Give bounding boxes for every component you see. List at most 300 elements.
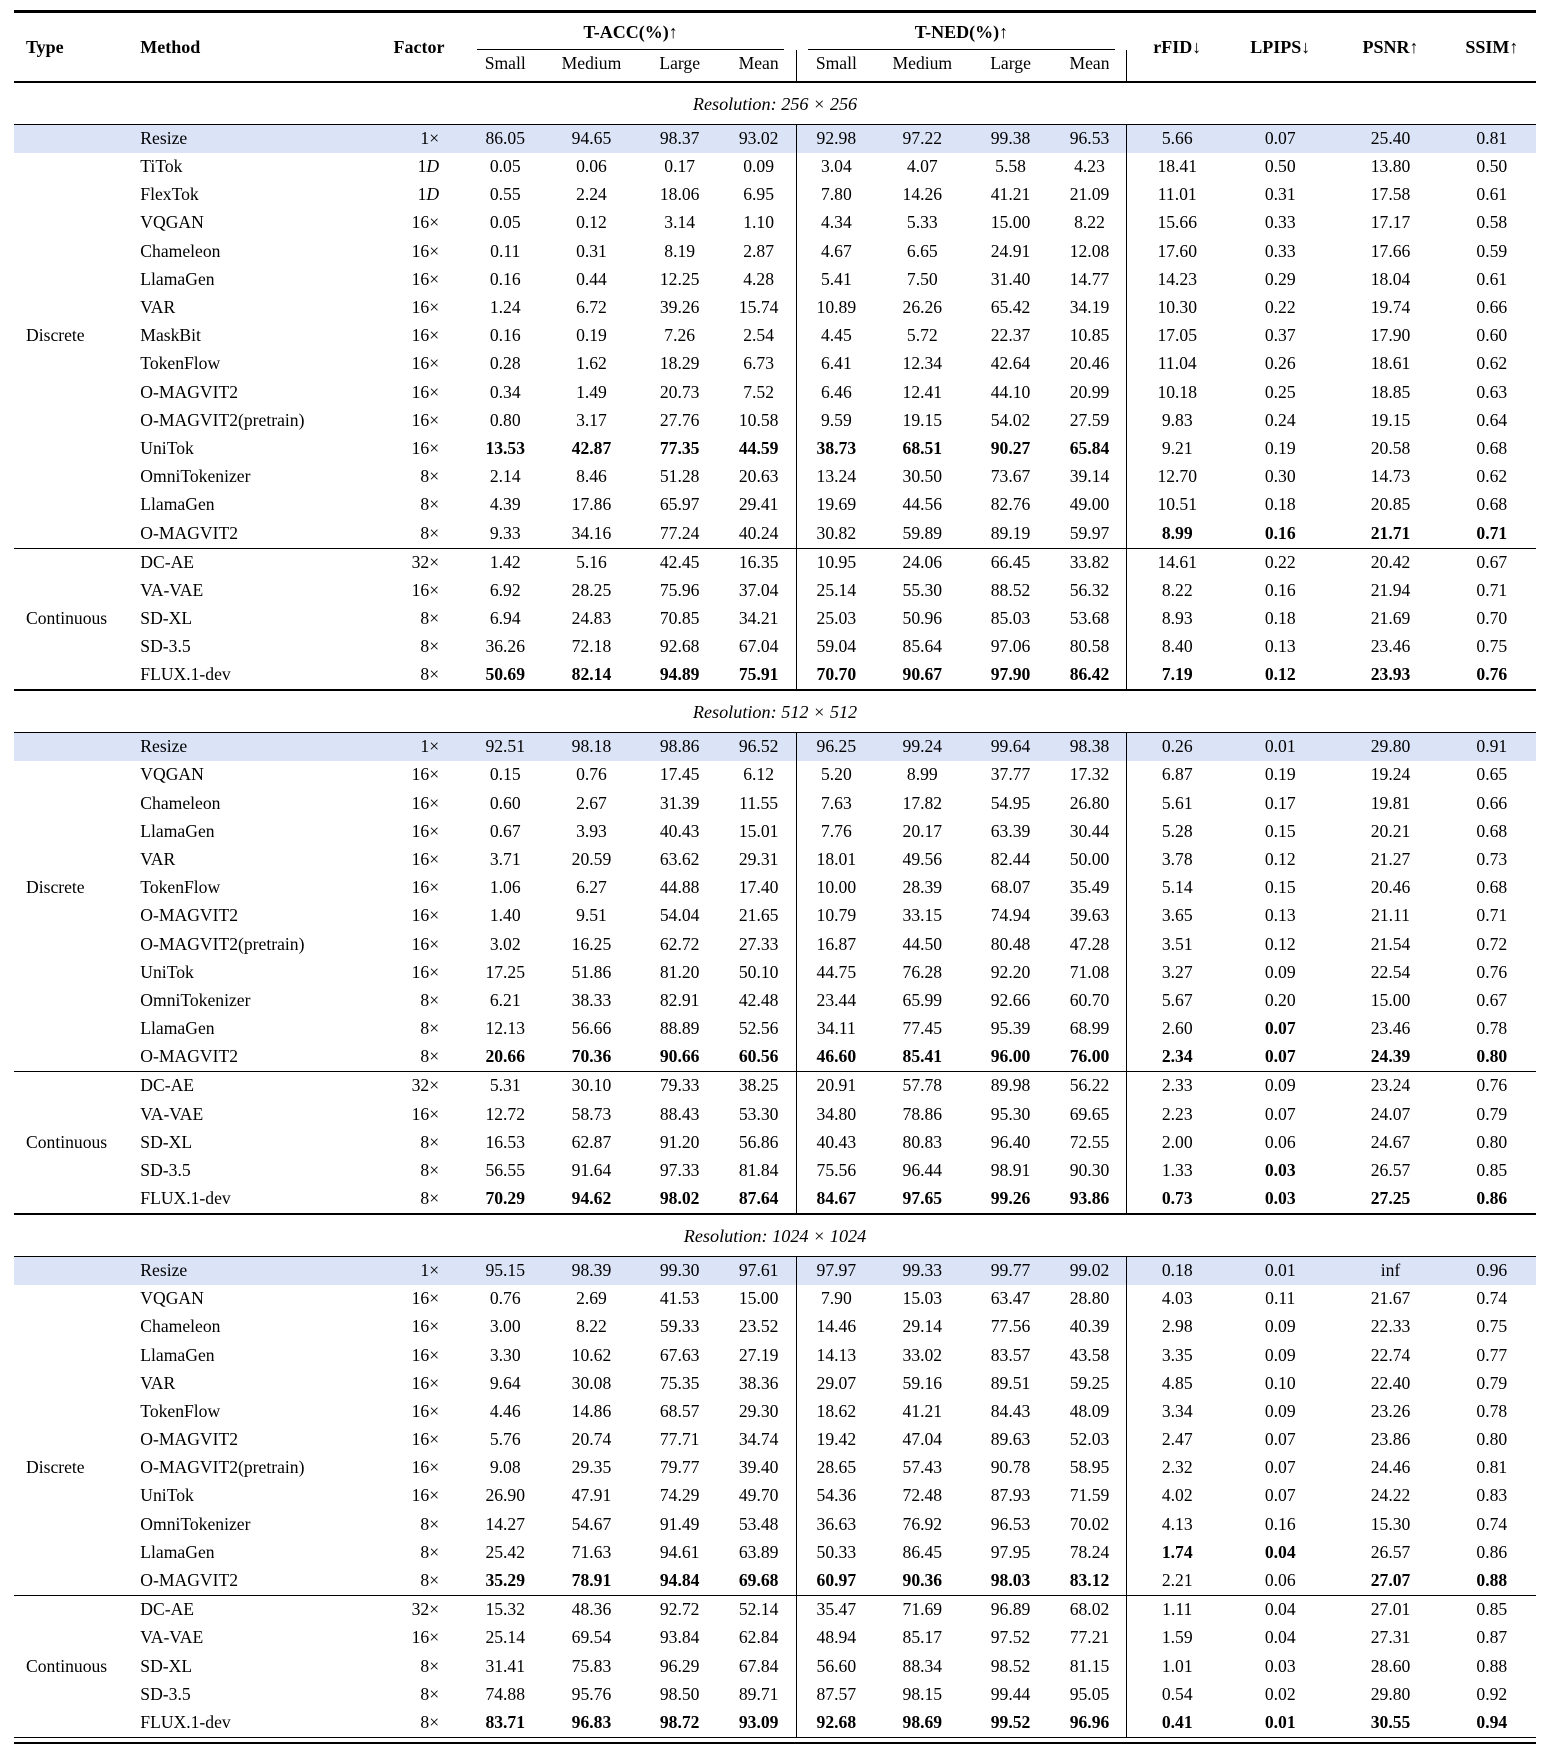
- value-cell: 12.70: [1127, 463, 1227, 491]
- value-cell: 0.74: [1476, 1513, 1508, 1534]
- method-cell: FLUX.1-dev: [140, 1711, 231, 1732]
- value-cell: 27.01: [1333, 1596, 1447, 1625]
- value-cell: 31.39: [659, 792, 700, 813]
- value-cell: 68.02: [1053, 1596, 1127, 1625]
- value-cell: 98.18: [545, 733, 637, 762]
- table-row: [14, 789, 1536, 817]
- value-cell: 59.89: [902, 522, 943, 543]
- value-cell: 15.00: [1370, 989, 1411, 1010]
- type-cell: [14, 733, 132, 762]
- value-cell: 20.59: [571, 848, 612, 869]
- value-cell: 1.11: [1127, 1596, 1227, 1625]
- value-cell: 0.85: [1476, 1160, 1508, 1180]
- value-cell: 85.17: [902, 1627, 943, 1648]
- value-cell: 69.68: [738, 1570, 779, 1590]
- type-cell: [14, 1015, 132, 1043]
- value-cell: 9.64: [489, 1372, 521, 1393]
- table-row: [14, 1185, 1536, 1214]
- factor-cell: 16×: [411, 1400, 440, 1421]
- table-row: [14, 930, 1536, 958]
- value-cell: 4.02: [1127, 1482, 1227, 1510]
- subcol-tned-medium: Medium: [892, 53, 953, 74]
- value-cell: 17.58: [1370, 184, 1411, 205]
- value-cell: 99.44: [990, 1683, 1031, 1704]
- value-cell: 1.33: [1127, 1157, 1227, 1185]
- value-cell: 94.61: [659, 1541, 700, 1562]
- value-cell: 76.92: [902, 1513, 943, 1534]
- value-cell: 40.43: [659, 820, 700, 841]
- subcol-tacc-small: Small: [484, 53, 526, 74]
- table-row: [14, 761, 1536, 789]
- value-cell: 0.28: [489, 353, 521, 374]
- value-cell: 93.02: [722, 124, 796, 153]
- table-row: [14, 1510, 1536, 1538]
- value-cell: 55.30: [902, 579, 943, 600]
- value-cell: 0.03: [1264, 1188, 1296, 1209]
- method-cell: VQGAN: [140, 764, 204, 785]
- value-cell: 0.75: [1476, 1316, 1508, 1337]
- value-cell: 20.99: [1069, 381, 1110, 402]
- type-cell: [14, 1185, 132, 1214]
- value-cell: 60.70: [1069, 989, 1110, 1010]
- value-cell: 10.95: [796, 548, 876, 577]
- value-cell: 8.99: [1127, 519, 1227, 548]
- value-cell: 40.39: [1069, 1316, 1110, 1337]
- value-cell: 27.31: [1370, 1627, 1411, 1648]
- method-cell: MaskBit: [140, 325, 201, 346]
- value-cell: 85.41: [902, 1046, 943, 1067]
- value-cell: 0.86: [1476, 1188, 1508, 1209]
- table-row: [14, 124, 1536, 153]
- value-cell: 35.49: [1069, 877, 1110, 898]
- value-cell: 78.91: [571, 1570, 612, 1590]
- factor-cell: 16×: [411, 820, 440, 841]
- value-cell: 0.85: [1448, 1596, 1536, 1625]
- value-cell: 44.88: [659, 877, 700, 898]
- value-cell: 92.68: [796, 1709, 876, 1737]
- value-cell: 29.31: [738, 848, 779, 869]
- method-cell: FLUX.1-dev: [140, 664, 231, 685]
- value-cell: 38.36: [738, 1372, 779, 1393]
- value-cell: 12.08: [1069, 240, 1110, 261]
- value-cell: 29.80: [1333, 733, 1447, 762]
- value-cell: 0.22: [1227, 548, 1333, 577]
- value-cell: 54.36: [796, 1482, 876, 1510]
- subcol-tacc-medium: Medium: [561, 53, 622, 74]
- value-cell: 42.87: [571, 437, 612, 458]
- value-cell: 27.76: [659, 409, 700, 430]
- value-cell: 92.98: [796, 124, 876, 153]
- value-cell: 34.11: [796, 1015, 876, 1043]
- value-cell: 68.07: [990, 877, 1031, 898]
- col-header-method: Method: [140, 36, 201, 57]
- value-cell: 0.15: [1264, 877, 1296, 898]
- value-cell: 7.19: [1127, 661, 1227, 690]
- value-cell: 44.59: [738, 437, 779, 458]
- value-cell: 77.71: [659, 1429, 700, 1450]
- value-cell: 0.88: [1476, 1570, 1508, 1590]
- value-cell: 15.00: [990, 212, 1031, 233]
- value-cell: 0.65: [1476, 764, 1508, 785]
- value-cell: 22.54: [1370, 961, 1411, 982]
- value-cell: 68.51: [902, 437, 943, 458]
- value-cell: 0.07: [1227, 124, 1333, 153]
- value-cell: 0.58: [1476, 212, 1508, 233]
- value-cell: 48.36: [545, 1596, 637, 1625]
- value-cell: 34.19: [1069, 297, 1110, 317]
- value-cell: 25.42: [485, 1541, 526, 1562]
- factor-cell: 16×: [411, 353, 440, 374]
- method-cell: UniTok: [140, 961, 194, 982]
- value-cell: 0.79: [1476, 1372, 1508, 1393]
- value-cell: 17.90: [1370, 325, 1411, 346]
- value-cell: 25.03: [796, 605, 876, 633]
- value-cell: 70.02: [1069, 1513, 1110, 1534]
- type-cell: [14, 1370, 132, 1398]
- value-cell: 6.27: [576, 877, 607, 898]
- value-cell: 89.71: [738, 1683, 779, 1704]
- type-cell: [14, 1256, 132, 1285]
- table-body: [14, 82, 1536, 1737]
- table-row: [14, 1341, 1536, 1369]
- table-row: [14, 1015, 1536, 1043]
- value-cell: 5.72: [906, 325, 938, 346]
- value-cell: 0.66: [1476, 297, 1508, 317]
- value-cell: 14.23: [1127, 266, 1227, 294]
- value-cell: 8.40: [1127, 633, 1227, 661]
- value-cell: 20.46: [1370, 877, 1411, 898]
- value-cell: 56.22: [1053, 1072, 1127, 1101]
- value-cell: 8.99: [906, 764, 938, 785]
- table-row: [14, 1285, 1536, 1313]
- value-cell: 0.22: [1264, 297, 1296, 317]
- value-cell: 0.07: [1264, 1018, 1296, 1039]
- col-group-tacc: [465, 13, 796, 50]
- value-cell: 26.57: [1370, 1541, 1411, 1562]
- table-row: [14, 1681, 1536, 1709]
- method-cell: OmniTokenizer: [140, 1513, 251, 1534]
- value-cell: 3.93: [576, 820, 607, 841]
- value-cell: 41.53: [659, 1288, 700, 1309]
- value-cell: 96.44: [902, 1160, 943, 1180]
- value-cell: 5.31: [465, 1072, 545, 1101]
- value-cell: 13.53: [485, 437, 526, 458]
- value-cell: 17.45: [659, 764, 700, 785]
- factor-cell: 16×: [411, 961, 440, 982]
- value-cell: 0.80: [1476, 1131, 1508, 1152]
- value-cell: 53.68: [1069, 608, 1110, 629]
- resolution-heading: Resolution: 512 × 512: [14, 690, 1536, 732]
- value-cell: 9.59: [796, 407, 876, 435]
- factor-cell: 8×: [420, 1160, 440, 1180]
- value-cell: 15.32: [465, 1596, 545, 1625]
- value-cell: 24.83: [571, 608, 612, 629]
- method-cell: Resize: [132, 1256, 373, 1285]
- value-cell: 21.67: [1370, 1288, 1411, 1309]
- table-row: [14, 1652, 1536, 1680]
- value-cell: 29.35: [571, 1457, 612, 1478]
- factor-cell: 8×: [420, 608, 440, 629]
- value-cell: 16.35: [722, 548, 796, 577]
- value-cell: 16.53: [485, 1131, 526, 1152]
- value-cell: 0.12: [1264, 848, 1296, 869]
- value-cell: 27.19: [738, 1344, 779, 1365]
- value-cell: 44.56: [902, 494, 943, 515]
- value-cell: 0.78: [1476, 1018, 1508, 1039]
- factor-cell: 16×: [411, 1627, 440, 1648]
- subcol-tned-small: Small: [796, 50, 876, 82]
- value-cell: 77.24: [659, 522, 700, 543]
- value-cell: 76.28: [902, 961, 943, 982]
- type-cell: [14, 463, 132, 491]
- value-cell: 0.87: [1476, 1627, 1508, 1648]
- value-cell: 94.62: [571, 1188, 612, 1209]
- method-cell: O-MAGVIT2: [140, 1570, 239, 1590]
- value-cell: 87.57: [796, 1681, 876, 1709]
- table-row: [14, 633, 1536, 661]
- factor-cell: 8×: [420, 466, 440, 487]
- factor-cell: 16×: [411, 268, 440, 289]
- value-cell: 3.65: [1127, 902, 1227, 930]
- value-cell: 80.48: [990, 933, 1031, 954]
- value-cell: 88.52: [990, 579, 1031, 600]
- value-cell: 0.10: [1264, 1372, 1296, 1393]
- value-cell: 0.92: [1476, 1683, 1508, 1704]
- value-cell: 20.66: [485, 1046, 526, 1067]
- value-cell: 2.69: [576, 1288, 607, 1309]
- value-cell: 85.64: [902, 636, 943, 657]
- value-cell: 0.76: [489, 1288, 521, 1309]
- resolution-heading-row: [14, 690, 1536, 732]
- value-cell: 83.57: [990, 1344, 1031, 1365]
- type-cell: [14, 1510, 132, 1538]
- value-cell: 33.15: [902, 905, 943, 926]
- value-cell: 56.86: [738, 1131, 779, 1152]
- factor-cell: 16×: [411, 1485, 440, 1506]
- value-cell: 0.01: [1264, 1711, 1296, 1732]
- value-cell: 98.52: [990, 1655, 1031, 1676]
- table-row: [14, 1313, 1536, 1341]
- type-cell: [14, 294, 132, 322]
- value-cell: 60.56: [738, 1046, 779, 1067]
- value-cell: 83.71: [485, 1711, 526, 1732]
- method-cell: SD-3.5: [140, 636, 191, 657]
- value-cell: 0.11: [1265, 1288, 1296, 1309]
- value-cell: 5.58: [995, 156, 1026, 177]
- table-row: [14, 1454, 1536, 1482]
- type-cell: [14, 1624, 132, 1652]
- value-cell: 10.30: [1127, 294, 1227, 322]
- value-cell: 0.33: [1264, 240, 1296, 261]
- method-cell: VA-VAE: [140, 1627, 204, 1648]
- value-cell: 79.33: [638, 1072, 722, 1101]
- value-cell: 88.89: [659, 1018, 700, 1039]
- value-cell: 15.01: [738, 820, 779, 841]
- value-cell: 22.33: [1370, 1316, 1411, 1337]
- method-cell: O-MAGVIT2(pretrain): [140, 409, 305, 430]
- value-cell: 0.16: [489, 325, 521, 346]
- value-cell: 90.36: [902, 1570, 943, 1590]
- value-cell: 1.40: [489, 905, 521, 926]
- value-cell: 8.19: [664, 240, 696, 261]
- value-cell: 23.26: [1370, 1400, 1411, 1421]
- value-cell: 98.03: [990, 1570, 1031, 1590]
- value-cell: 4.13: [1127, 1510, 1227, 1538]
- value-cell: 85.03: [990, 608, 1031, 629]
- type-cell: [14, 761, 132, 789]
- value-cell: 94.84: [659, 1570, 700, 1590]
- method-cell: VA-VAE: [140, 1103, 204, 1124]
- value-cell: 74.94: [990, 905, 1031, 926]
- value-cell: 69.54: [571, 1627, 612, 1648]
- value-cell: 15.03: [902, 1288, 943, 1309]
- type-cell: [14, 1482, 132, 1510]
- value-cell: 3.14: [664, 212, 696, 233]
- value-cell: 30.50: [902, 466, 943, 487]
- value-cell: 6.87: [1127, 761, 1227, 789]
- value-cell: 0.79: [1476, 1103, 1508, 1124]
- method-cell: LlamaGen: [140, 268, 215, 289]
- value-cell: 52.14: [722, 1596, 796, 1625]
- value-cell: 58.95: [1069, 1457, 1110, 1478]
- value-cell: 69.65: [1069, 1103, 1110, 1124]
- value-cell: 18.62: [796, 1398, 876, 1426]
- value-cell: 90.78: [990, 1457, 1031, 1478]
- value-cell: 56.66: [571, 1018, 612, 1039]
- value-cell: 39.63: [1069, 905, 1110, 926]
- value-cell: 70.36: [571, 1046, 612, 1067]
- factor-cell: 8×: [420, 1570, 440, 1590]
- value-cell: 95.30: [990, 1103, 1031, 1124]
- method-cell: VAR: [140, 1372, 176, 1393]
- value-cell: 90.66: [659, 1046, 700, 1067]
- table-row: [14, 1624, 1536, 1652]
- value-cell: 72.55: [1069, 1131, 1110, 1152]
- col-header-rfid: rFID↓: [1153, 36, 1202, 57]
- value-cell: 6.72: [576, 297, 607, 317]
- value-cell: 67.84: [738, 1655, 779, 1676]
- header-group-row: [14, 13, 1536, 50]
- value-cell: 50.69: [485, 664, 526, 685]
- value-cell: 0.62: [1476, 353, 1508, 374]
- method-cell: TiTok: [140, 156, 183, 177]
- value-cell: 39.14: [1069, 466, 1110, 487]
- bottom-rule: [14, 1742, 1536, 1744]
- value-cell: 5.16: [545, 548, 637, 577]
- value-cell: 3.35: [1127, 1341, 1227, 1369]
- value-cell: 2.47: [1127, 1426, 1227, 1454]
- value-cell: 0.34: [489, 381, 521, 402]
- value-cell: 91.20: [659, 1131, 700, 1152]
- value-cell: 6.41: [796, 350, 876, 378]
- value-cell: 71.59: [1069, 1485, 1110, 1506]
- factor-cell: 16×: [411, 437, 440, 458]
- value-cell: 99.52: [990, 1711, 1031, 1732]
- method-cell: O-MAGVIT2: [140, 1046, 239, 1067]
- factor-cell: 16×: [411, 1103, 440, 1124]
- method-cell: VQGAN: [140, 1288, 204, 1309]
- value-cell: 30.44: [1069, 820, 1110, 841]
- value-cell: 0.12: [576, 212, 607, 233]
- value-cell: 0.74: [1476, 1288, 1508, 1309]
- value-cell: 27.07: [1370, 1570, 1411, 1590]
- value-cell: inf: [1333, 1256, 1447, 1285]
- resolution-heading-row: [14, 82, 1536, 124]
- value-cell: 6.73: [743, 353, 775, 374]
- value-cell: 47.28: [1069, 933, 1110, 954]
- value-cell: 62.84: [738, 1627, 779, 1648]
- value-cell: 82.76: [990, 494, 1031, 515]
- value-cell: 3.00: [489, 1316, 521, 1337]
- type-cell: Discrete: [26, 877, 85, 898]
- method-cell: FLUX.1-dev: [140, 1188, 231, 1209]
- value-cell: 75.56: [796, 1157, 876, 1185]
- method-cell: SD-3.5: [140, 1160, 191, 1180]
- method-cell: SD-XL: [140, 608, 193, 629]
- value-cell: 37.77: [990, 764, 1031, 785]
- value-cell: 7.76: [796, 818, 876, 846]
- value-cell: 91.64: [571, 1160, 612, 1180]
- value-cell: 50.33: [796, 1539, 876, 1567]
- table-row: [14, 237, 1536, 265]
- value-cell: 3.78: [1127, 846, 1227, 874]
- factor-cell: 16×: [411, 409, 440, 430]
- value-cell: 21.94: [1370, 579, 1411, 600]
- value-cell: 10.62: [571, 1344, 612, 1365]
- value-cell: 75.83: [571, 1655, 612, 1676]
- value-cell: 51.28: [659, 466, 700, 487]
- value-cell: 0.19: [576, 325, 607, 346]
- value-cell: 90.30: [1069, 1160, 1110, 1180]
- value-cell: 95.05: [1069, 1683, 1110, 1704]
- value-cell: 0.05: [489, 212, 521, 233]
- value-cell: 0.07: [1264, 1429, 1296, 1450]
- table-row: [14, 1539, 1536, 1567]
- value-cell: 0.02: [1264, 1683, 1296, 1704]
- value-cell: 8.22: [1074, 212, 1105, 233]
- type-cell: Discrete: [26, 325, 85, 346]
- value-cell: 99.77: [968, 1256, 1052, 1285]
- value-cell: 92.72: [638, 1596, 722, 1625]
- value-cell: 96.53: [1053, 124, 1127, 153]
- value-cell: 5.61: [1127, 789, 1227, 817]
- value-cell: 28.39: [902, 877, 943, 898]
- value-cell: 65.84: [1069, 437, 1110, 458]
- method-cell: Chameleon: [140, 1316, 221, 1337]
- value-cell: 50.00: [1069, 848, 1110, 869]
- value-cell: 84.43: [990, 1400, 1031, 1421]
- value-cell: 21.27: [1370, 848, 1411, 869]
- type-cell: [14, 1539, 132, 1567]
- value-cell: 0.04: [1264, 1627, 1296, 1648]
- value-cell: 0.15: [1264, 820, 1296, 841]
- resolution-heading-row: [14, 1214, 1536, 1256]
- value-cell: 0.16: [1264, 579, 1296, 600]
- value-cell: 96.25: [796, 733, 876, 762]
- value-cell: 78.24: [1069, 1541, 1110, 1562]
- type-cell: [14, 1285, 132, 1313]
- method-cell: O-MAGVIT2: [140, 1429, 239, 1450]
- value-cell: 67.04: [738, 636, 779, 657]
- table-header: [14, 13, 1536, 82]
- value-cell: 8.22: [576, 1316, 607, 1337]
- value-cell: 27.59: [1069, 409, 1110, 430]
- value-cell: 97.61: [722, 1256, 796, 1285]
- method-cell: TokenFlow: [140, 353, 221, 374]
- type-cell: [14, 1596, 132, 1625]
- subcol-tned-large: Large: [990, 53, 1031, 74]
- value-cell: 54.67: [571, 1513, 612, 1534]
